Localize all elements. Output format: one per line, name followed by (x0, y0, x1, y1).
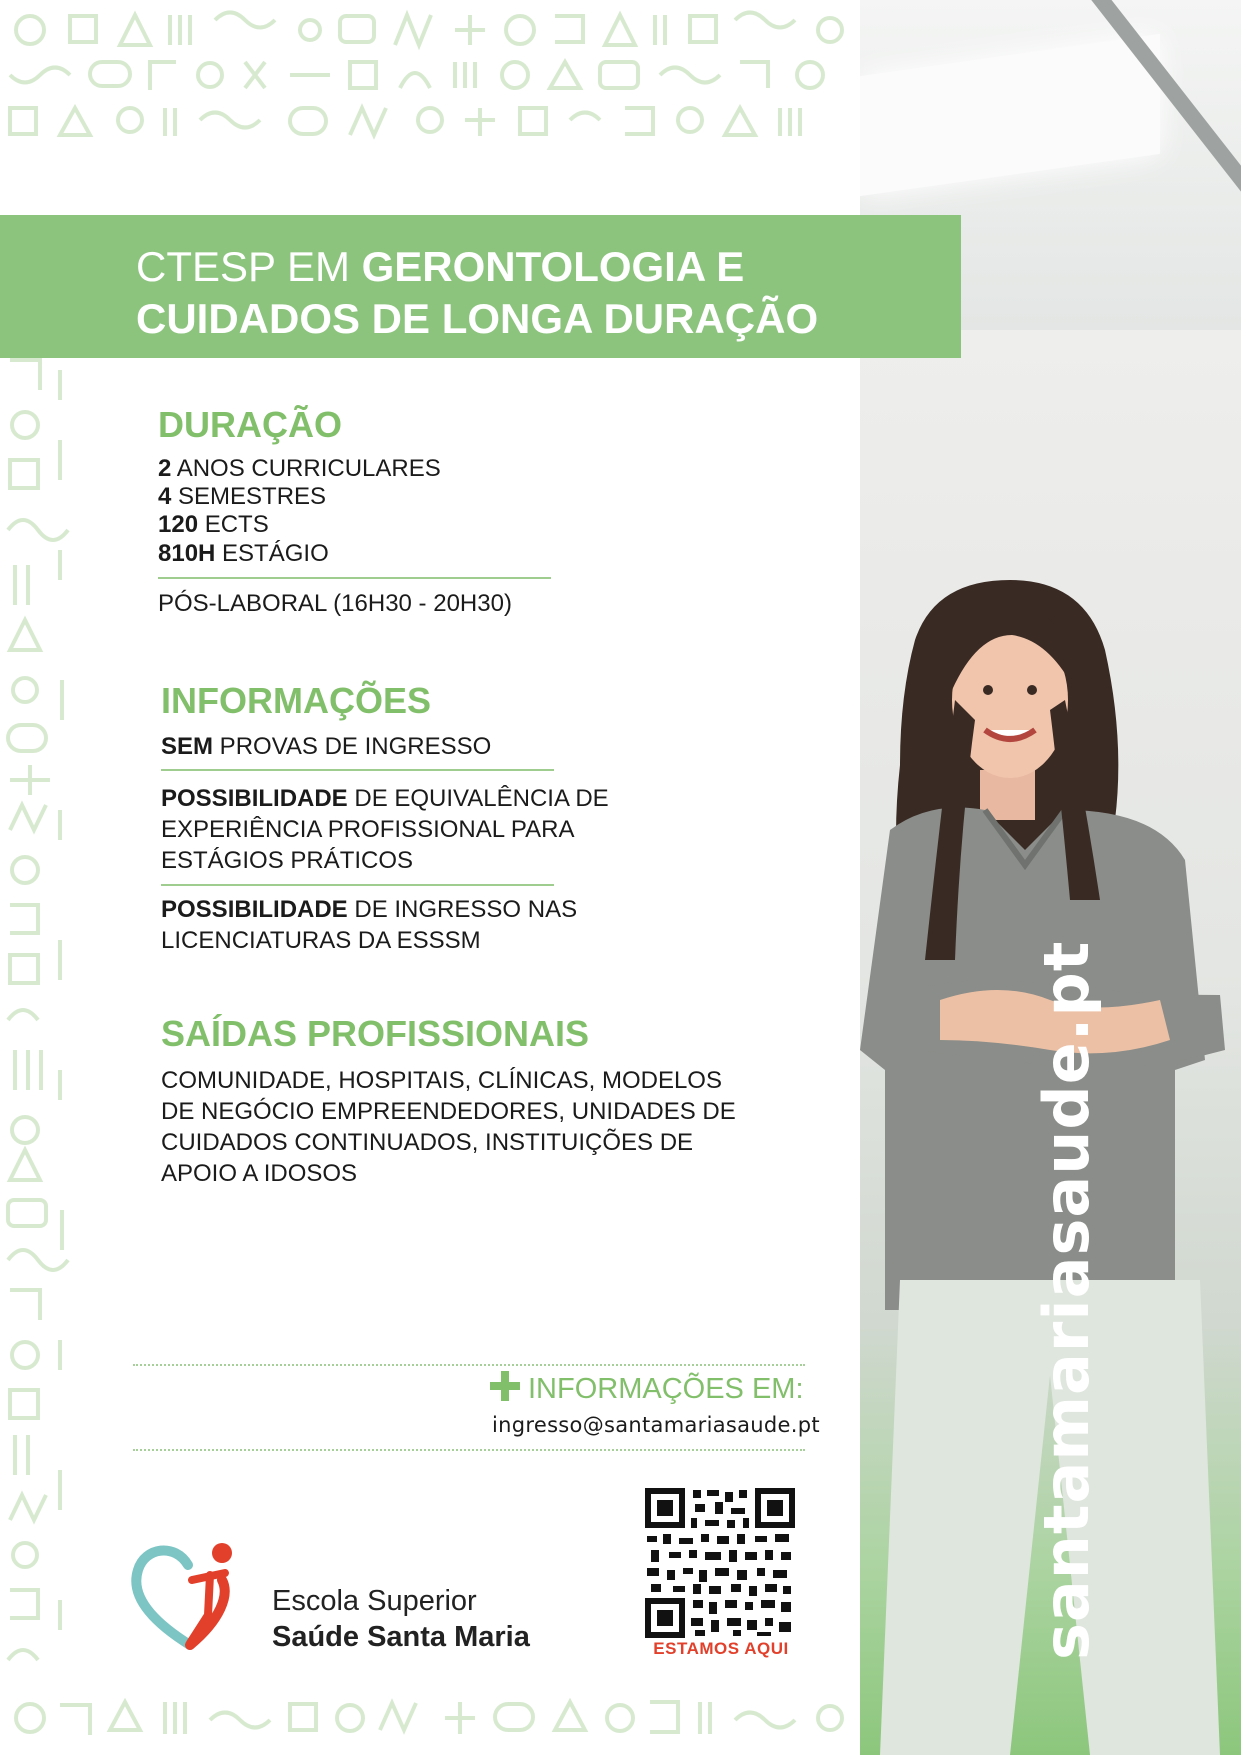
divider (161, 884, 554, 886)
pattern-bottom-decoration (0, 1680, 860, 1755)
website-url-vertical: santamariasaude.pt (1030, 940, 1103, 1660)
duracao-item-2: 4 SEMESTRES (158, 483, 327, 510)
info-item-2-line-3: ESTÁGIOS PRÁTICOS (161, 847, 414, 874)
saidas-line-1: COMUNIDADE, HOSPITAIS, CLÍNICAS, MODELOS (161, 1067, 722, 1094)
pattern-left-decoration (0, 350, 80, 1680)
logo-text-line-2: Saúde Santa Maria (272, 1621, 530, 1653)
divider (158, 577, 551, 579)
heart-logo-icon (130, 1535, 250, 1655)
contact-label-text: INFORMAÇÕES EM: (528, 1373, 804, 1405)
logo-text-line-1: Escola Superior (272, 1585, 477, 1617)
saidas-line-3: CUIDADOS CONTINUADOS, INSTITUIÇÕES DE (161, 1129, 694, 1156)
info-item-3-line-1: POSSIBILIDADE DE INGRESSO NAS (161, 896, 578, 923)
contact-label (490, 1371, 804, 1406)
contact-email[interactable]: ingresso@santamariasaude.pt (492, 1413, 820, 1437)
saidas-line-4: APOIO A IDOSOS (161, 1160, 358, 1187)
qr-caption: ESTAMOS AQUI (653, 1639, 789, 1658)
title-emphasis: GERONTOLOGIA E (361, 243, 745, 290)
heading-informacoes: INFORMAÇÕES (161, 680, 431, 721)
info-item-2-line-1: POSSIBILIDADE DE EQUIVALÊNCIA DE (161, 785, 609, 812)
title-line-2: CUIDADOS DE LONGA DURAÇÃO (136, 295, 819, 342)
dotted-divider-top (133, 1364, 805, 1366)
info-item-3-line-2: LICENCIATURAS DA ESSSM (161, 927, 481, 954)
divider (161, 769, 554, 771)
title-line-1 (136, 243, 744, 291)
plus-icon (490, 1371, 520, 1401)
schedule-text: PÓS-LABORAL (16H30 - 20H30) (158, 590, 512, 617)
heading-duracao: DURAÇÃO (158, 404, 342, 445)
info-item-1: SEM PROVAS DE INGRESSO (161, 733, 492, 760)
title-prefix: CTESP EM (136, 243, 362, 290)
duracao-item-1: 2 ANOS CURRICULARES (158, 455, 441, 482)
heading-saidas-profissionais: SAÍDAS PROFISSIONAIS (161, 1013, 590, 1054)
title-band (0, 215, 961, 358)
info-item-2-line-2: EXPERIÊNCIA PROFISSIONAL PARA (161, 816, 575, 843)
dotted-divider-bottom (133, 1449, 805, 1451)
duracao-item-3: 120 ECTS (158, 511, 269, 538)
pattern-top-decoration (0, 0, 860, 150)
duracao-item-4: 810H ESTÁGIO (158, 540, 329, 567)
saidas-line-2: DE NEGÓCIO EMPREENDEDORES, UNIDADES DE (161, 1098, 736, 1125)
qr-code-icon[interactable] (645, 1488, 795, 1638)
